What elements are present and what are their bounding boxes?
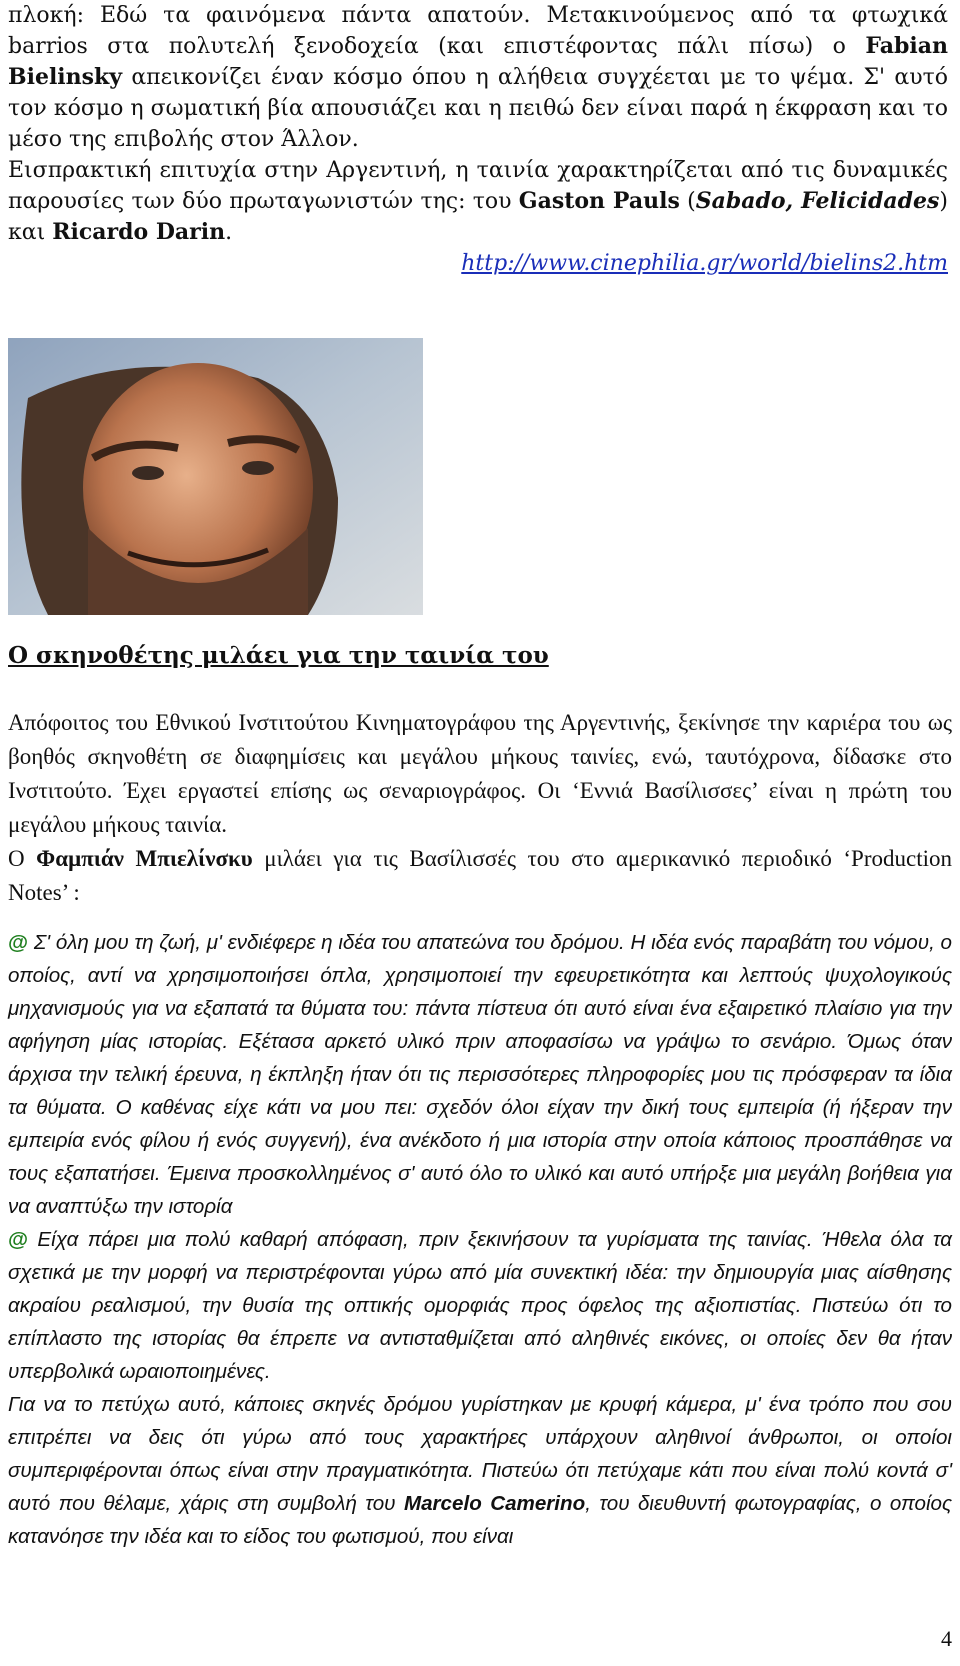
cinematographer-name: Marcelo Camerino <box>403 1492 586 1515</box>
intro-text: ) και <box>8 189 948 245</box>
portrait-image <box>8 338 423 615</box>
intro-text: απεικονίζει έναν κόσμο όπου η αλήθεια συγχέεται με το ψέμα. Σ' αυτό τον κόσμο η σωματική βία απουσιάζει και η πειθώ δεν είναι παρά η έκφραση και το μέσο της επιβολής στον Άλλον. <box>8 65 948 152</box>
interview-intro-paragraph <box>8 842 952 910</box>
source-link-line <box>8 248 948 279</box>
interview-text: Σ' όλη μου τη ζωή, μ' ενδιέφερε η ιδέα του απατεώνα του δρόμου. Η ιδέα ενός παραβάτη του νόμου, ο οποίος, αντί να χρησιμοποιήσει όπλα, χρησιμοποιεί την εφευρετικότητα και λεπτούς ψυχολογικούς μηχανισμούς για να εξαπατά τα θύματα του: πάντα πίστευα ότι αυτό είναι ένα εξαιρετικό πλαίσιο για την αφήγηση μίας ιστορίας. Εξέτασα αρκετό υλικό πριν αποφασίσω να γράψω το σενάριο. Όμως όταν άρχισα την τελική έρευνα, η έκπληξη ήταν ότι τις περισσότερες πληροφορίες μου τις πρόσφεραν τα ίδια τα θύματα. Ο καθένας είχε κάτι να μου πει: σχεδόν όλοι είχαν την δική τους εμπειρία (ή ήξεραν την εμπειρία ενός φίλου ή ενός συγγενή), ένα ανέκδοτο ή μια ιστορία στην οποία κάποιος προσπάθησε να τους εξαπατήσει. Έμεινα προσκολλημένος σ' αυτό όλο το υλικό και αυτό υπήρξε μια μεγάλη βοήθεια για να αναπτύξω την ιστορία <box>8 931 952 1218</box>
interview-text: , του διευθυντή φωτογραφίας, ο οποίος κατανόησε την ιδέα και το είδος του φωτισμού, που είναι <box>8 1492 953 1548</box>
page-number: 4 <box>941 1626 952 1651</box>
interview-text: Είχα πάρει μια πολύ καθαρή απόφαση, πριν ξεκινήσουν τα γυρίσματα της ταινίας. Ήθελα όλα τα σχετικά με την μορφή να περιστρέφονται γύρω από μία συνεκτική ιδέα: την δημιουργία μιας αίσθησης ακραίου ρεαλισμού, την θυσία της οπτικής ομορφιάς προς όφελος της αξιοπιστίας. Πιστεύω ότι το επίπλαστο της ιστορίας θα έπρεπε να αντισταθμίζεται από αληθινές εικόνες, οι οποίες δεν θα ήταν υπερβολικά ωραιοποιημένες. <box>8 1228 952 1383</box>
interview-block <box>8 926 952 1553</box>
source-link[interactable]: http://www.cinephilia.gr/world/bielins2.htm <box>461 251 948 276</box>
bio-text: Ο <box>8 846 37 871</box>
intro-paragraph-2 <box>8 155 948 248</box>
director-bio-block <box>8 706 952 910</box>
bio-paragraph: Απόφοιτος του Εθνικού Ινστιτούτου Κινηματογράφου της Αργεντινής, ξεκίνησε την καριέρα του ως βοηθός σκηνοθέτη σε διαφημίσεις και μεγάλου μήκους ταινίες, ενώ, ταυτόχρονα, δίδασκε στο Ινστιτούτο. Έχει εργαστεί επίσης ως σεναριογράφος. Οι ‘Εννιά Βασίλισσες’ είναι η πρώτη του μεγάλου μήκους ταινία. <box>8 710 952 837</box>
interview-answer-3 <box>8 1388 952 1553</box>
film-titles: Sabado, Felicidades <box>695 188 940 214</box>
actor-name: Ricardo Darin <box>52 219 226 245</box>
interview-answer-2 <box>8 1223 952 1388</box>
intro-paragraph-1 <box>8 0 948 155</box>
at-marker-icon: @ <box>8 931 29 954</box>
director-name: Fabian Bielinsky <box>8 33 948 90</box>
intro-text: πλοκή: Εδώ τα φαινόμενα πάντα απατούν. Μετακινούμενος από τα φτωχικά barrios στα πολυτελή ξενοδοχεία (και επιστέφοντας πάλι πίσω) ο <box>8 3 948 59</box>
intro-text-block <box>8 0 948 279</box>
intro-text: . <box>225 220 233 245</box>
intro-text: ( <box>679 189 696 214</box>
section-heading: Ο σκηνοθέτης μιλάει για την ταινία του <box>8 642 549 669</box>
director-name-greek: Φαμπιάν Μπιελίνσκυ <box>36 846 253 871</box>
intro-text: Εισπρακτική επιτυχία στην Αργεντινή, η ταινία χαρακτηρίζεται από τις δυναμικές παρουσίες των δύο πρωταγωνιστών της: του <box>8 158 948 214</box>
interview-answer-1 <box>8 926 952 1223</box>
at-marker-icon: @ <box>8 1228 29 1251</box>
actor-name: Gaston Pauls <box>518 188 680 214</box>
interview-text: Για να το πετύχω αυτό, κάποιες σκηνές δρόμου γυρίστηκαν με κρυφή κάμερα, μ' ένα τρόπο που σου επιτρέπει να δεις ότι γύρω από τους χαρακτήρες υπάρχουν αληθινοί άνθρωποι, οι οποίοι συμπεριφέρονται όπως είναι στην πραγματικότητα. Πιστεύω ότι πετύχαμε κάτι που είναι πολύ κοντά σ' αυτό που θέλαμε, χάρις στη συμβολή του <box>8 1393 952 1515</box>
director-portrait <box>8 338 423 615</box>
bio-text: μιλάει για τις Βασίλισσές του στο αμερικανικό περιοδικό ‘Production Notes’ : <box>8 846 952 905</box>
